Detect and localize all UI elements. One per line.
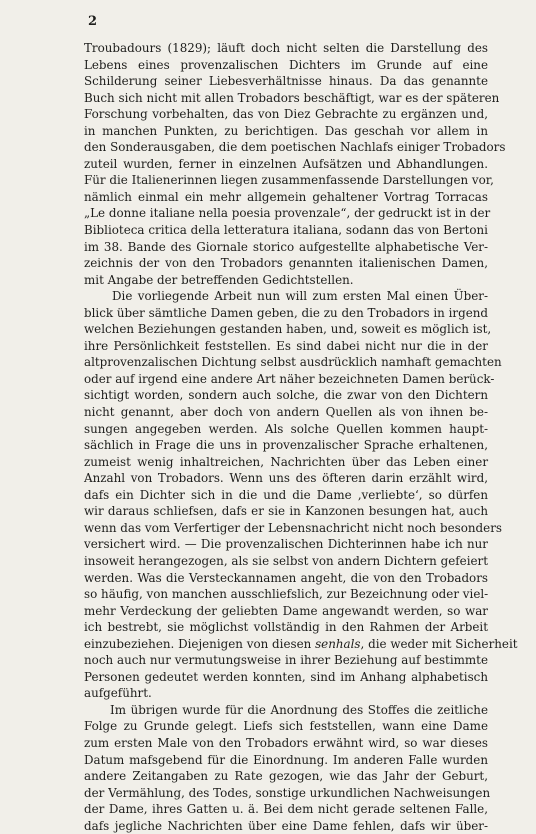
text-line: zeichnis der von den Trobadors genannten italienischen Damen,: [84, 256, 488, 271]
text-line: den Sonderausgaben, die dem poetischen Nachlafs einiger Trobadors: [84, 140, 506, 155]
text-line: dafs jegliche Nachrichten über eine Dame fehlen, dafs wir über-: [84, 818, 488, 833]
text-line: wir daraus schliefsen, dafs er sie in Kanzonen besungen hat, auch: [84, 504, 488, 519]
text-line: insoweit herangezogen, als sie selbst von andern Dichtern gefeiert: [84, 553, 488, 568]
text-line-with-emphasis: [84, 636, 518, 653]
text-segment: , die weder mit Sicherheit: [360, 636, 518, 651]
text-line: im 38. Bande des Giornale storico aufgestellte alphabetische Ver-: [84, 239, 488, 254]
text-line: „Le donne italiane nella poesia provenzale“, der gedruckt ist in der: [84, 206, 491, 221]
text-line: Troubadours (1829); läuft doch nicht selten die Darstellung des: [84, 41, 488, 55]
text-line: sungen angegeben werden. Als solche Quellen kommen haupt-: [84, 421, 488, 436]
text-line: aufgeführt.: [84, 686, 152, 701]
text-line: wenn das vom Verfertiger der Lebensnachricht nicht noch besonders: [84, 520, 502, 535]
text-line: dafs ein Dichter sich in die und die Dame ‚verliebte‘, so dürfen: [84, 487, 488, 502]
text-line: sichtigt worden, sondern auch solche, die zwar von den Dichtern: [84, 388, 488, 403]
text-line: werden. Was die Versteckannamen angeht, die von den Trobadors: [84, 570, 488, 585]
text-line: mit Angabe der betreffenden Gedichtstellen.: [84, 272, 354, 287]
text-line: nicht genannt, aber doch von andern Quellen als von ihnen be-: [84, 405, 488, 420]
text-line: welchen Beziehungen gestanden haben, und, soweit es möglich ist,: [84, 322, 492, 337]
text-line: oder auf irgend eine andere Art näher bezeichneten Damen berück-: [84, 371, 495, 386]
text-segment: einzubeziehen. Diejenigen von diesen: [84, 636, 312, 651]
text-line: blick über sämtliche Damen geben, die zu den Trobadors in irgend: [84, 305, 488, 320]
text-line: Buch sich nicht mit allen Trobadors beschäftigt, war es der späteren: [84, 90, 500, 105]
text-line: nämlich einmal ein mehr allgemein gehaltener Vortrag Torracas: [84, 189, 488, 204]
text-line: Forschung vorbehalten, das von Diez Gebrachte zu ergänzen und,: [84, 107, 488, 122]
text-line: sächlich in Frage die uns in provenzalischer Sprache erhaltenen,: [84, 438, 488, 453]
page-number: 2: [88, 14, 98, 29]
text-line: Die vorliegende Arbeit nun will zum ersten Mal einen Über-: [112, 289, 488, 304]
text-line: Datum mafsgebend für die Einordnung. Im anderen Falle wurden: [84, 752, 488, 767]
text-line: der Vermählung, des Todes, sonstige urkundlichen Nachweisungen: [84, 785, 491, 800]
text-line: zum ersten Male von den Trobadors erwähnt wird, so war dieses: [84, 735, 488, 750]
text-line: zuteil wurden, ferner in einzelnen Aufsätzen und Abhandlungen.: [84, 156, 488, 171]
text-line: der Dame, ihres Gatten u. ä. Bei dem nicht gerade seltenen Falle,: [84, 802, 488, 817]
text-line: zumeist wenig inhaltreichen, Nachrichten über das Leben einer: [84, 454, 488, 469]
text-line: ich bestrebt, sie möglichst vollständig in den Rahmen der Arbeit: [84, 620, 488, 635]
text-line: altprovenzalischen Dichtung selbst ausdrücklich namhaft gemachten: [84, 355, 502, 370]
text-line: so häufig, von manchen ausschliefslich, zur Bezeichnung oder viel-: [84, 587, 489, 602]
text-line: Folge zu Grunde gelegt. Liefs sich feststellen, wann eine Dame: [84, 719, 488, 734]
text-line: mehr Verdeckung der geliebten Dame angewandt werden, so war: [84, 603, 488, 618]
text-line: Anzahl von Trobadors. Wenn uns des öfteren darin erzählt wird,: [84, 471, 488, 486]
text-line: ihre Persönlichkeit feststellen. Es sind dabei nicht nur die in der: [84, 338, 488, 353]
text-line: Personen gedeutet werden konnten, sind im Anhang alphabetisch: [84, 669, 488, 684]
text-line: noch auch nur vermutungsweise in ihrer Beziehung auf bestimmte: [84, 653, 488, 668]
text-line: Biblioteca critica della letteratura italiana, sodann das von Bertoni: [84, 223, 488, 238]
text-line: Schilderung seiner Liebesverhältnisse hinaus. Da das genannte: [84, 74, 488, 89]
text-line: Für die Italienerinnen liegen zusammenfassende Darstellungen vor,: [84, 173, 494, 188]
body-text: [84, 40, 518, 834]
text-line: in manchen Punkten, zu berichtigen. Das geschah vor allem in: [84, 123, 488, 138]
text-line: Im übrigen wurde für die Anordnung des Stoffes die zeitliche: [110, 702, 488, 717]
text-line: Lebens eines provenzalischen Dichters im Grunde auf eine: [84, 57, 488, 72]
text-line: andere Zeitangaben zu Rate gezogen, wie das Jahr der Geburt,: [84, 769, 488, 784]
text-line: versichert wird. — Die provenzalischen Dichterinnen habe ich nur: [84, 537, 488, 552]
emphasized-term: senhals: [315, 636, 361, 651]
